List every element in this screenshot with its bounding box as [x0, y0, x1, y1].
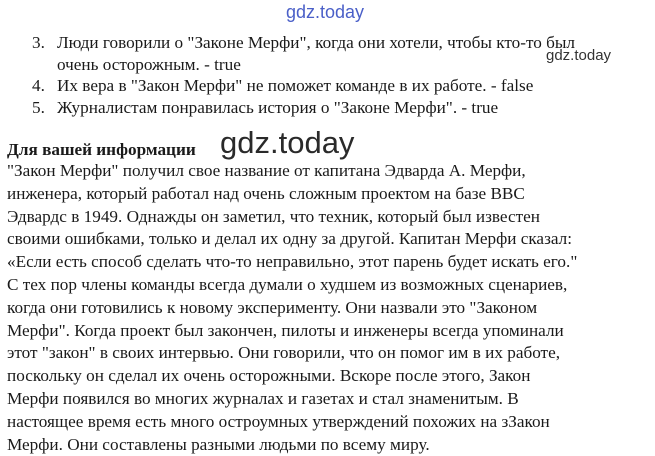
- list-item-number: 3.: [32, 33, 45, 52]
- watermark-middle: gdz.today: [220, 125, 355, 160]
- paragraph-line: Эдвардс в 1949. Однажды он заметил, что техник, который был известен: [7, 206, 540, 226]
- paragraph-line: своими ошибками, только и делал их одну за другой. Капитан Мерфи сказал:: [7, 229, 572, 249]
- paragraph-line: поскольку он сделал их очень осторожными. Вскоре после этого, Закон: [7, 366, 531, 386]
- paragraph-line: когда они готовились к новому эксперименту. Они назвали это "Законом: [7, 297, 538, 317]
- paragraph-line: "Закон Мерфи" получил свое название от капитана Эдварда А. Мерфи,: [7, 161, 526, 180]
- info-paragraph: [7, 160, 650, 456]
- watermark-top: gdz.today: [286, 2, 365, 22]
- paragraph-line: настоящее время есть много остроумных утверждений похожих на зЗакон: [7, 411, 550, 431]
- list-item-text-line: очень осторожным. - true: [57, 54, 241, 74]
- list-item-number: 4.: [32, 76, 45, 95]
- paragraph-line: инженера, который работал над очень сложным проектом на базе ВВС: [7, 183, 525, 203]
- watermark-right: gdz.today: [546, 47, 612, 64]
- paragraph-line: Мерфи. Они составлены разными людьми по всему миру.: [7, 434, 430, 454]
- section-heading: Для вашей информации: [7, 140, 196, 159]
- paragraph-line: Мерфи". Когда проект был закончен, пилоты и инженеры всегда упоминали: [7, 320, 564, 340]
- list-item-text-line: Люди говорили о "Законе Мерфи", когда они хотели, чтобы кто-то был: [57, 33, 576, 52]
- list-item-number: 5.: [32, 97, 45, 117]
- paragraph-line: «Если есть способ сделать что-то неправильно, этот парень будет искать его.": [7, 252, 578, 272]
- list-item-text-line: Их вера в "Закон Мерфи" не поможет команде в их работе. - false: [57, 76, 534, 95]
- paragraph-line: С тех пор члены команды всегда думали о худшем из возможных сценариев,: [7, 274, 568, 294]
- paragraph-line: этот "закон" в своих интервью. Они говорили, что он помог им в их работе,: [7, 343, 560, 363]
- statement-list: [0, 32, 655, 118]
- list-item: [0, 97, 655, 119]
- paragraph-line: Мерфи появился во многих журналах и газетах и стал знаменитым. В: [7, 388, 519, 408]
- list-item: [0, 75, 655, 97]
- list-item-text-line: Журналистам понравилась история о "Законе Мерфи". - true: [57, 97, 499, 117]
